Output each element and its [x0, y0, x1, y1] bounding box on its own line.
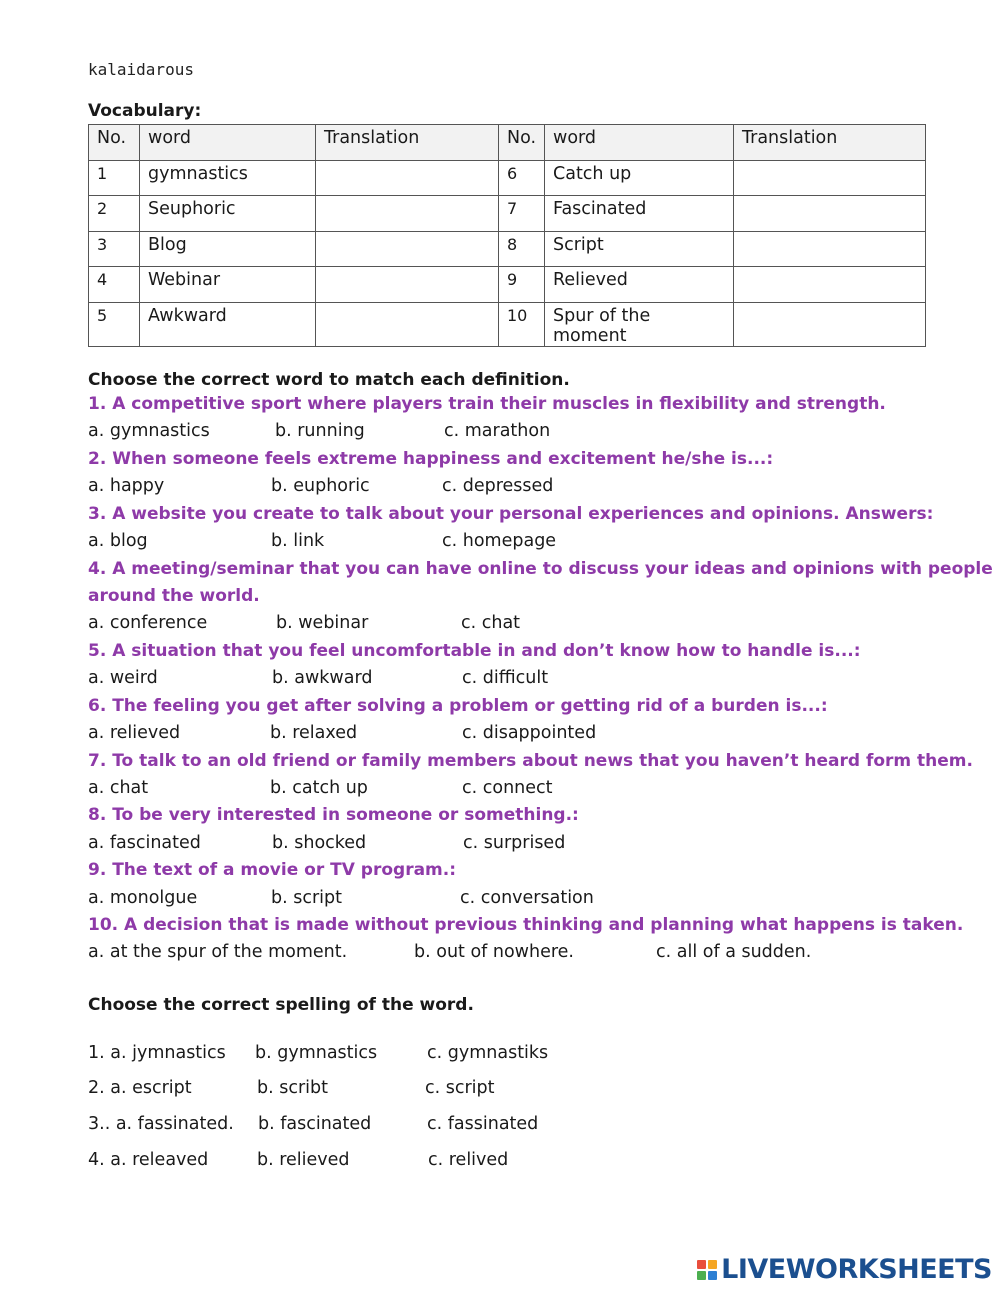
vocab-word: Script [545, 231, 734, 267]
option-b[interactable]: b. running [275, 421, 365, 441]
spelling-option-c[interactable]: c. fassinated [427, 1114, 539, 1134]
logo-text: LIVEWORKSHEETS [721, 1254, 992, 1285]
vocabulary-table [88, 124, 926, 347]
question-8: 8. To be very interested in someone or something.: [88, 805, 579, 825]
row-number: 3 [89, 231, 140, 267]
vocab-word: Awkward [140, 302, 316, 346]
option-b[interactable]: b. relaxed [270, 723, 358, 743]
spelling-option-a[interactable]: 4. a. releaved [88, 1150, 209, 1170]
vocab-word: gymnastics [140, 160, 316, 196]
translation-cell[interactable] [734, 267, 926, 303]
spelling-option-c[interactable]: c. relived [428, 1150, 509, 1170]
translation-cell[interactable] [734, 231, 926, 267]
spelling-option-a[interactable]: 2. a. escript [88, 1078, 192, 1098]
row-number: 9 [499, 267, 545, 303]
vocabulary-title: Vocabulary: [88, 101, 202, 121]
option-b[interactable]: b. shocked [272, 833, 367, 853]
header-word-1: word [140, 125, 316, 161]
header-no-2: No. [499, 125, 545, 161]
translation-cell[interactable] [316, 267, 499, 303]
question-4-continued: around the world. [88, 586, 260, 606]
liveworksheets-logo [697, 1254, 992, 1285]
option-c[interactable]: c. surprised [463, 833, 566, 853]
logo-block [697, 1271, 706, 1280]
row-number: 8 [499, 231, 545, 267]
header-translation-2: Translation [734, 125, 926, 161]
option-c[interactable]: c. conversation [460, 888, 594, 908]
header-no-1: No. [89, 125, 140, 161]
option-b[interactable]: b. out of nowhere. [414, 942, 574, 962]
question-7: 7. To talk to an old friend or family members about news that you haven’t heard form them. [88, 751, 973, 771]
option-a[interactable]: a. blog [88, 531, 148, 551]
author-name: kalaidarous [88, 60, 194, 79]
table-row [89, 160, 926, 196]
option-c[interactable]: c. connect [462, 778, 553, 798]
spelling-option-b[interactable]: b. fascinated [258, 1114, 372, 1134]
translation-cell[interactable] [734, 160, 926, 196]
vocab-word: Blog [140, 231, 316, 267]
option-a[interactable]: a. conference [88, 613, 208, 633]
translation-cell[interactable] [316, 160, 499, 196]
table-row [89, 267, 926, 303]
option-b[interactable]: b. catch up [270, 778, 368, 798]
translation-cell[interactable] [734, 196, 926, 232]
option-a[interactable]: a. chat [88, 778, 149, 798]
option-c[interactable]: c. marathon [444, 421, 551, 441]
option-a[interactable]: a. monolgue [88, 888, 198, 908]
option-c[interactable]: c. depressed [442, 476, 554, 496]
table-row [89, 302, 926, 346]
row-number: 10 [499, 302, 545, 346]
option-a[interactable]: a. at the spur of the moment. [88, 942, 348, 962]
option-a[interactable]: a. relieved [88, 723, 181, 743]
option-c[interactable]: c. disappointed [462, 723, 597, 743]
question-3: 3. A website you create to talk about your personal experiences and opinions. Answers: [88, 504, 934, 524]
option-b[interactable]: b. awkward [272, 668, 373, 688]
vocab-word: Catch up [545, 160, 734, 196]
header-translation-1: Translation [316, 125, 499, 161]
spelling-option-a[interactable]: 1. a. jymnastics [88, 1043, 226, 1063]
translation-cell[interactable] [316, 302, 499, 346]
row-number: 5 [89, 302, 140, 346]
spelling-option-b[interactable]: b. scribt [257, 1078, 328, 1098]
spelling-option-b[interactable]: b. relieved [257, 1150, 350, 1170]
vocab-word: Spur of the moment [545, 302, 734, 346]
spelling-option-c[interactable]: c. script [425, 1078, 495, 1098]
vocab-word: Relieved [545, 267, 734, 303]
question-10: 10. A decision that is made without previous thinking and planning what happens is taken. [88, 915, 964, 935]
row-number: 7 [499, 196, 545, 232]
spelling-title: Choose the correct spelling of the word. [88, 995, 474, 1015]
definitions-title: Choose the correct word to match each definition. [88, 370, 570, 390]
vocab-word: Webinar [140, 267, 316, 303]
logo-block [708, 1271, 717, 1280]
translation-cell[interactable] [734, 302, 926, 346]
vocabulary-header-row [89, 125, 926, 161]
option-b[interactable]: b. euphoric [271, 476, 370, 496]
logo-blocks-icon [697, 1260, 717, 1280]
row-number: 4 [89, 267, 140, 303]
table-row [89, 231, 926, 267]
vocab-word: Fascinated [545, 196, 734, 232]
option-a[interactable]: a. happy [88, 476, 165, 496]
option-a[interactable]: a. gymnastics [88, 421, 210, 441]
question-4: 4. A meeting/seminar that you can have online to discuss your ideas and opinions with people [88, 559, 993, 579]
row-number: 1 [89, 160, 140, 196]
option-a[interactable]: a. fascinated [88, 833, 201, 853]
option-a[interactable]: a. weird [88, 668, 158, 688]
vocab-word: Seuphoric [140, 196, 316, 232]
table-row [89, 196, 926, 232]
row-number: 6 [499, 160, 545, 196]
translation-cell[interactable] [316, 231, 499, 267]
logo-block [697, 1260, 706, 1269]
option-b[interactable]: b. link [271, 531, 325, 551]
question-9: 9. The text of a movie or TV program.: [88, 860, 457, 880]
header-word-2: word [545, 125, 734, 161]
row-number: 2 [89, 196, 140, 232]
spelling-option-a[interactable]: 3.. a. fassinated. [88, 1114, 234, 1134]
question-5: 5. A situation that you feel uncomfortable in and don’t know how to handle is...: [88, 641, 861, 661]
question-1: 1. A competitive sport where players train their muscles in flexibility and strength. [88, 394, 886, 414]
spelling-option-b[interactable]: b. gymnastics [255, 1043, 378, 1063]
option-c[interactable]: c. homepage [442, 531, 557, 551]
logo-block [708, 1260, 717, 1269]
option-c[interactable]: c. difficult [462, 668, 549, 688]
spelling-option-c[interactable]: c. gymnastiks [427, 1043, 549, 1063]
option-c[interactable]: c. chat [461, 613, 521, 633]
question-6: 6. The feeling you get after solving a problem or getting rid of a burden is...: [88, 696, 828, 716]
question-2: 2. When someone feels extreme happiness and excitement he/she is...: [88, 449, 774, 469]
option-b[interactable]: b. script [271, 888, 342, 908]
option-b[interactable]: b. webinar [276, 613, 369, 633]
translation-cell[interactable] [316, 196, 499, 232]
option-c[interactable]: c. all of a sudden. [656, 942, 812, 962]
